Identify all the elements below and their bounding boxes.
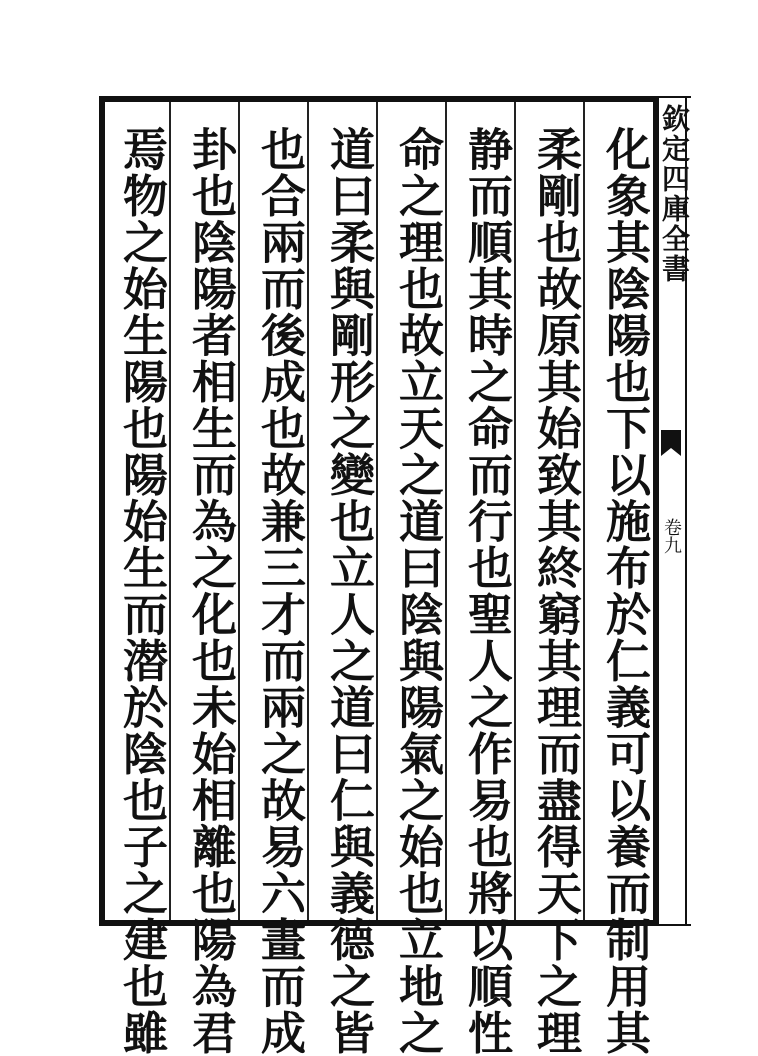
text-column-4: 命之理也故立天之道曰陰與陽氣之始也立地之: [391, 126, 444, 1056]
text-column-8: 焉物之始生陽也陽始生而潜於陰也子之建也雖: [115, 126, 168, 1056]
text-column-1: 化象其陰陽也下以施布於仁義可以養而制用其: [598, 126, 651, 1056]
text-column-3: 静而順其時之命而行也聖人之作易也將以順性: [460, 126, 513, 1056]
text-column-6: 也合兩而後成也故兼三才而兩之故易六畫而成: [253, 126, 306, 1056]
text-column-2: 柔剛也故原其始致其終窮其理而盡得天下之理: [529, 126, 582, 1056]
volume-label: 卷九: [661, 518, 682, 554]
text-block: [99, 96, 659, 1056]
fish-tail-icon: [659, 428, 683, 458]
text-column-5: 道曰柔與剛形之變也立人之道曰仁與義德之皆: [322, 126, 375, 1056]
page-margin: [659, 96, 691, 926]
text-column-7: 卦也陰陽者相生而為之化也未始相離也陽為君: [184, 126, 237, 1056]
collection-title: 欽定四庫全書: [658, 104, 691, 284]
